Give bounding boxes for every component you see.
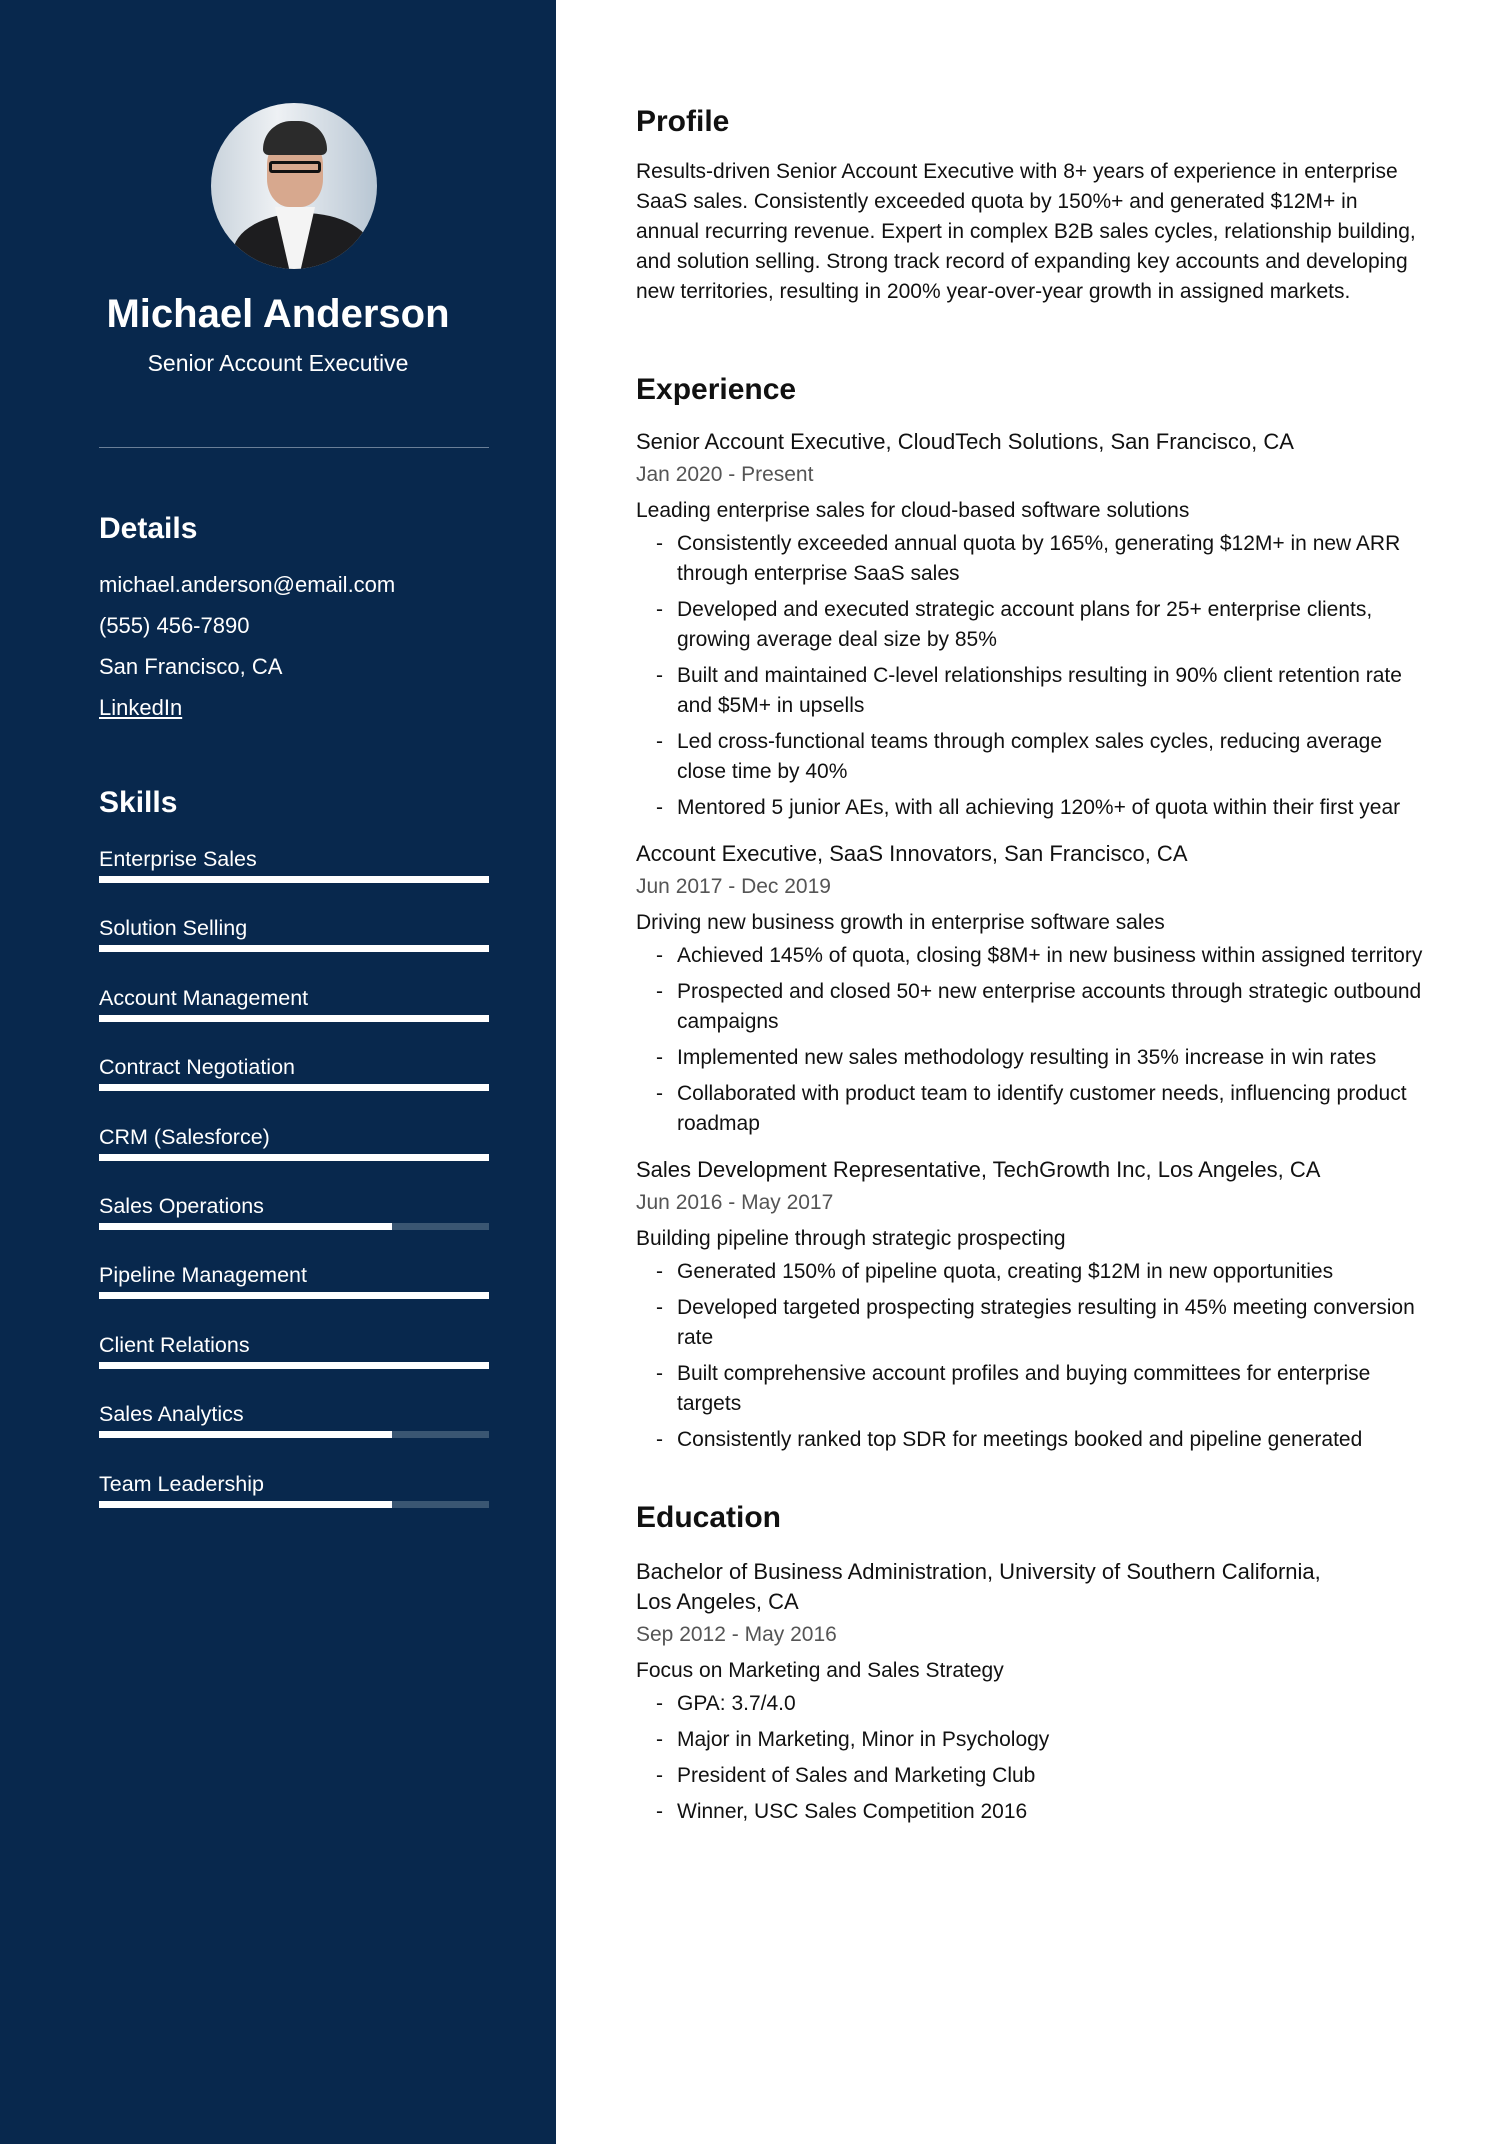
- bullet-item: - Led cross-functional teams through complex sales cycles, reducing average close time by 40%: [636, 727, 1426, 787]
- skill-item: [99, 847, 489, 916]
- bullet-item: - Collaborated with product team to identify customer needs, influencing product roadmap: [636, 1079, 1426, 1139]
- skill-item: [99, 1472, 489, 1541]
- job-title: Sales Development Representative, TechGrowth Inc, Los Angeles, CA: [636, 1157, 1321, 1182]
- bullet-item: - Built and maintained C-level relationships resulting in 90% client retention rate and $5M+ in upsells: [636, 661, 1426, 721]
- job-dates: Jun 2017 - Dec 2019: [636, 875, 831, 898]
- bullet-item: - Major in Marketing, Minor in Psychology: [636, 1725, 1426, 1755]
- experience-heading: Experience: [636, 373, 797, 406]
- skill-bar-fill: [99, 1084, 489, 1091]
- skill-bar: [99, 1154, 489, 1161]
- job-entry: [636, 1155, 1426, 1455]
- job-summary: Driving new business growth in enterprise software sales: [636, 911, 1165, 934]
- skill-item: [99, 986, 489, 1055]
- skill-bar-fill: [99, 1015, 489, 1022]
- location: San Francisco, CA: [99, 654, 283, 679]
- job-bullets: [636, 1257, 1426, 1455]
- skill-bar-fill: [99, 945, 489, 952]
- education-summary: Focus on Marketing and Sales Strategy: [636, 1659, 1004, 1682]
- bullet-item: - GPA: 3.7/4.0: [636, 1689, 1426, 1719]
- job-dates: Jan 2020 - Present: [636, 463, 814, 486]
- bullet-item: - Consistently ranked top SDR for meetings booked and pipeline generated: [636, 1425, 1426, 1455]
- profile-text: Results-driven Senior Account Executive with 8+ years of experience in enterprise SaaS sales. Consistently exceeded quota by 150%+ and generated $12M+ in annual recurring revenue. Expert in complex B2B sales cycles, relationship building, and solution selling. Strong track record of expanding key accounts and developing new territories, resulting in 200% year-over-year growth in assigned markets.: [636, 160, 1416, 303]
- profile-heading: Profile: [636, 105, 730, 138]
- skill-item: [99, 1125, 489, 1194]
- skill-bar-fill: [99, 1154, 489, 1161]
- experience-list: [636, 427, 1426, 1455]
- skill-bar: [99, 945, 489, 952]
- education-bullets: [636, 1689, 1426, 1827]
- skill-bar: [99, 1362, 489, 1369]
- main-content: [636, 0, 1426, 1833]
- job-entry: [636, 839, 1426, 1139]
- profile-photo: [211, 103, 377, 269]
- bullet-item: - Generated 150% of pipeline quota, creating $12M in new opportunities: [636, 1257, 1426, 1287]
- bullet-item: - Developed targeted prospecting strategies resulting in 45% meeting conversion rate: [636, 1293, 1426, 1353]
- skill-label: Team Leadership: [99, 1471, 264, 1496]
- skill-bar: [99, 1501, 489, 1508]
- degree-title: Bachelor of Business Administration, University of Southern California, Los Angeles, CA: [636, 1559, 1321, 1614]
- skill-label: Sales Analytics: [99, 1402, 244, 1427]
- skill-item: [99, 1333, 489, 1402]
- job-title: Senior Account Executive, CloudTech Solutions, San Francisco, CA: [636, 429, 1294, 454]
- skill-label: Contract Negotiation: [99, 1055, 295, 1080]
- skill-label: Solution Selling: [99, 916, 248, 941]
- bullet-item: - Achieved 145% of quota, closing $8M+ in new business within assigned territory: [636, 941, 1426, 971]
- details-list: [99, 572, 395, 736]
- education-heading: Education: [636, 1501, 782, 1534]
- job-entry: [636, 427, 1426, 823]
- email: michael.anderson@email.com: [99, 572, 396, 597]
- skill-bar: [99, 876, 489, 883]
- candidate-title: Senior Account Executive: [147, 350, 409, 376]
- skill-bar-fill: [99, 1431, 392, 1438]
- bullet-item: - Developed and executed strategic account plans for 25+ enterprise clients, growing average deal size by 85%: [636, 595, 1426, 655]
- education-dates: Sep 2012 - May 2016: [636, 1623, 837, 1646]
- skill-bar-fill: [99, 1501, 392, 1508]
- job-title: Account Executive, SaaS Innovators, San Francisco, CA: [636, 841, 1188, 866]
- skill-label: Pipeline Management: [99, 1263, 307, 1288]
- skills-list: [99, 847, 489, 1541]
- job-summary: Building pipeline through strategic prospecting: [636, 1227, 1066, 1250]
- skill-label: Account Management: [99, 985, 309, 1010]
- skill-item: [99, 1263, 489, 1332]
- skill-bar-fill: [99, 1362, 489, 1369]
- job-bullets: [636, 941, 1426, 1139]
- linkedin-link[interactable]: LinkedIn: [99, 695, 183, 720]
- skill-bar-fill: [99, 1292, 489, 1299]
- skill-label: CRM (Salesforce): [99, 1124, 270, 1149]
- skill-bar: [99, 1084, 489, 1091]
- skill-bar: [99, 1223, 489, 1230]
- skill-bar-fill: [99, 876, 489, 883]
- bullet-item: - Built comprehensive account profiles and buying committees for enterprise targets: [636, 1359, 1426, 1419]
- job-bullets: [636, 529, 1426, 823]
- bullet-item: - President of Sales and Marketing Club: [636, 1761, 1426, 1791]
- skill-bar: [99, 1292, 489, 1299]
- skill-item: [99, 1055, 489, 1124]
- skill-bar-fill: [99, 1223, 392, 1230]
- phone: (555) 456-7890: [99, 613, 250, 638]
- skill-label: Sales Operations: [99, 1193, 264, 1218]
- job-dates: Jun 2016 - May 2017: [636, 1191, 834, 1214]
- skill-item: [99, 1194, 489, 1263]
- skills-heading: Skills: [99, 786, 178, 819]
- skill-bar: [99, 1015, 489, 1022]
- job-summary: Leading enterprise sales for cloud-based software solutions: [636, 499, 1190, 522]
- candidate-name: Michael Anderson: [106, 292, 450, 336]
- bullet-item: - Winner, USC Sales Competition 2016: [636, 1797, 1426, 1827]
- bullet-item: - Consistently exceeded annual quota by 165%, generating $12M+ in new ARR through enterprise SaaS sales: [636, 529, 1426, 589]
- bullet-item: - Implemented new sales methodology resulting in 35% increase in win rates: [636, 1043, 1426, 1073]
- skill-item: [99, 916, 489, 985]
- education-entry: [636, 1557, 1426, 1827]
- skill-item: [99, 1402, 489, 1471]
- divider: [99, 447, 489, 448]
- bullet-item: - Prospected and closed 50+ new enterprise accounts through strategic outbound campaigns: [636, 977, 1426, 1037]
- bullet-item: - Mentored 5 junior AEs, with all achieving 120%+ of quota within their first year: [636, 793, 1426, 823]
- skill-bar: [99, 1431, 489, 1438]
- skill-label: Client Relations: [99, 1332, 250, 1357]
- sidebar: [0, 0, 556, 2144]
- skill-label: Enterprise Sales: [99, 847, 257, 871]
- details-heading: Details: [99, 512, 198, 545]
